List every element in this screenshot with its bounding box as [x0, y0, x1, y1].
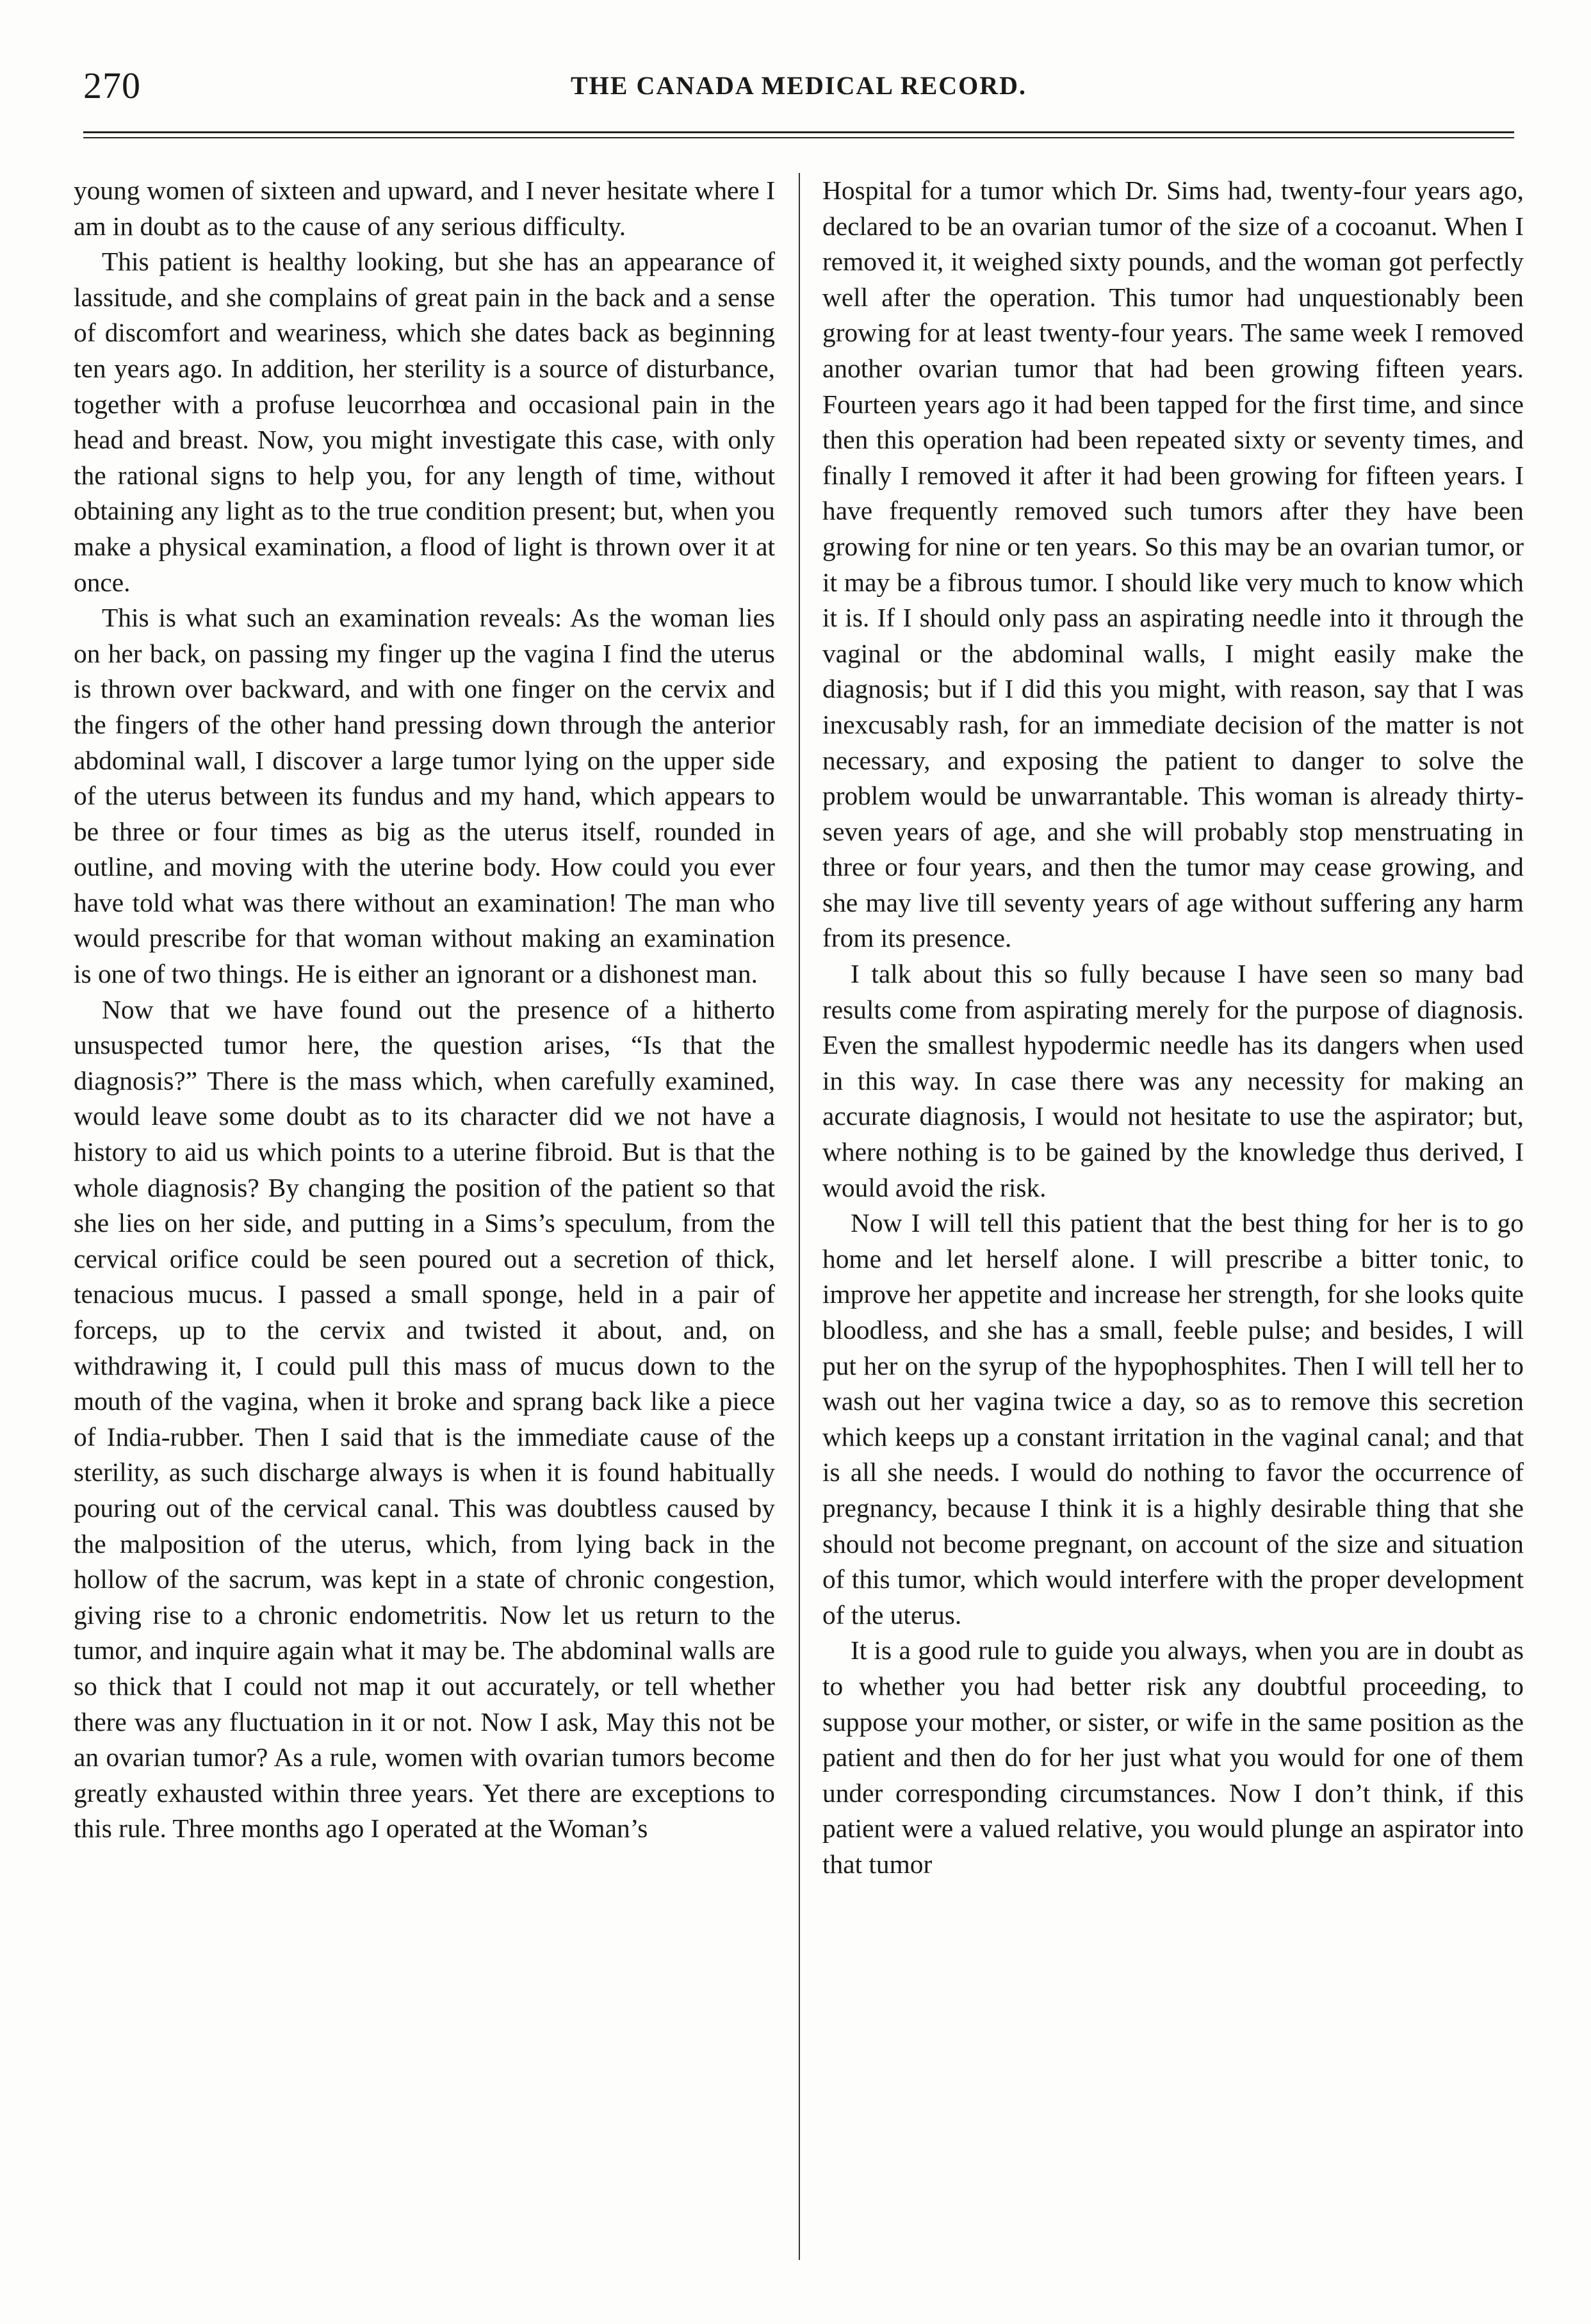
paragraph: This patient is healthy looking, but she has an appearance of lassitude, and she complains of great pain in the back and a sense of discomfort and weariness, which she dates back as beginning ten years ago. In addition, her sterility is a source of disturbance, together with a profuse leucorrhœa and occasional pain in the head and breast. Now, you might investigate this case, with only the rational signs to help you, for any length of time, without obtaining any light as to the true condition present; but, when you make a physical examination, a flood of light is thrown over it at once. [74, 247, 775, 597]
page-header [83, 64, 1514, 115]
header-rule-thin [83, 137, 1514, 138]
paragraph: Hospital for a tumor which Dr. Sims had, twenty-four years ago, declared to be an ovarian tumor of the size of a cocoanut. When I removed it, it weighed sixty pounds, and the woman got perfectly well after the operation. This tumor had unquestionably been growing for at least twenty-four years. The same week I removed another ovarian tumor that had been growing fifteen years. Fourteen years ago it had been tapped for the first time, and since then this operation had been repeated sixty or seventy times, and finally I removed it after it had been growing for fifteen years. I have frequently removed such tumors after they have been growing for nine or ten years. So this may be an ovarian tumor, or it may be a fibrous tumor. I should like very much to know which it is. If I should only pass an aspirating needle into it through the vaginal or the abdominal walls, I might easily make the diagnosis; but if I did this you might, with reason, say that I was inexcusably rash, for an immediate decision of the matter is not necessary, and exposing the patient to danger to solve the problem would be unwarrantable. This woman is already thirty-seven years of age, and she will probably stop menstruating in three or four years, and then the tumor may cease growing, and she may live till seventy years of age without suffering any harm from its presence. [822, 176, 1524, 953]
left-column [74, 173, 775, 2260]
paragraph: young women of sixteen and upward, and I never hesitate where I am in doubt as to the cause of any serious difficulty. [74, 176, 775, 241]
right-column [822, 173, 1524, 2260]
paragraph: This is what such an examination reveals: As the woman lies on her back, on passing my finger up the vagina I find the uterus is thrown over backward, and with one finger on the cervix and the fingers of the other hand pressing down through the anterior abdominal wall, I discover a large tumor lying on the upper side of the uterus between its fundus and my hand, which appears to be three or four times as big as the uterus itself, rounded in outline, and moving with the uterine body. How could you ever have told what was there without an examination! The man who would prescribe for that woman without making an examination is one of two things. He is either an ignorant or a dishonest man. [74, 603, 775, 989]
header-rule [83, 131, 1514, 133]
page-number: 270 [83, 65, 141, 106]
running-head: THE CANADA MEDICAL RECORD. [570, 71, 1027, 100]
column-divider [799, 173, 800, 2260]
paragraph: I talk about this so fully because I have seen so many bad results come from aspirating merely for the purpose of diagnosis. Even the smallest hypodermic needle has its dangers when used in this way. In case there was any necessity for making an accurate diagnosis, I would not hesitate to use the aspirator; but, where nothing is to be gained by the knowledge thus derived, I would avoid the risk. [822, 959, 1524, 1202]
paragraph: Now that we have found out the presence of a hitherto unsuspected tumor here, the question arises, “Is that the diagnosis?” There is the mass which, when carefully examined, would leave some doubt as to its character did we not have a history to aid us which points to a uterine fibroid. But is that the whole diagnosis? By changing the position of the patient so that she lies on her side, and putting in a Sims’s speculum, from the cervical orifice could be seen poured out a secretion of thick, tenacious mucus. I passed a small sponge, held in a pair of forceps, up to the cervix and twisted it about, and, on withdrawing it, I could pull this mass of mucus down to the mouth of the vagina, when it broke and sprang back like a piece of India-rubber. Then I said that is the immediate cause of the sterility, as such discharge always is when it is found habitually pouring out of the cervical canal. This was doubtless caused by the malposition of the uterus, which, from lying back in the hollow of the sacrum, was kept in a state of chronic congestion, giving rise to a chronic endometritis. Now let us return to the tumor, and inquire again what it may be. The abdominal walls are so thick that I could not map it out accurately, or tell whether there was any fluctuation in it or not. Now I ask, May this not be an ovarian tumor? As a rule, women with ovarian tumors become greatly exhausted within three years. Yet there are exceptions to this rule. Three months ago I operated at the Woman’s [74, 994, 775, 1844]
text-columns [74, 173, 1524, 2260]
paragraph: Now I will tell this patient that the best thing for her is to go home and let herself alone. I will prescribe a bitter tonic, to improve her appetite and increase her strength, for she looks quite bloodless, and she has a small, feeble pulse; and besides, I will put her on the syrup of the hypophosphites. Then I will tell her to wash out her vagina twice a day, so as to remove this secretion which keeps up a constant irritation in the vaginal canal; and that is all she needs. I would do nothing to favor the occurrence of pregnancy, because I think it is a highly desirable thing that she should not become pregnant, on account of the size and situation of this tumor, which would interfere with the proper development of the uterus. [822, 1208, 1524, 1630]
paragraph: It is a good rule to guide you always, when you are in doubt as to whether you had better risk any doubtful proceeding, to suppose your mother, or sister, or wife in the same position as the patient and then do for her just what you would for one of them under corresponding circumstances. Now I don’t think, if this patient were a valued relative, you would plunge an aspirator into that tumor [822, 1635, 1524, 1879]
